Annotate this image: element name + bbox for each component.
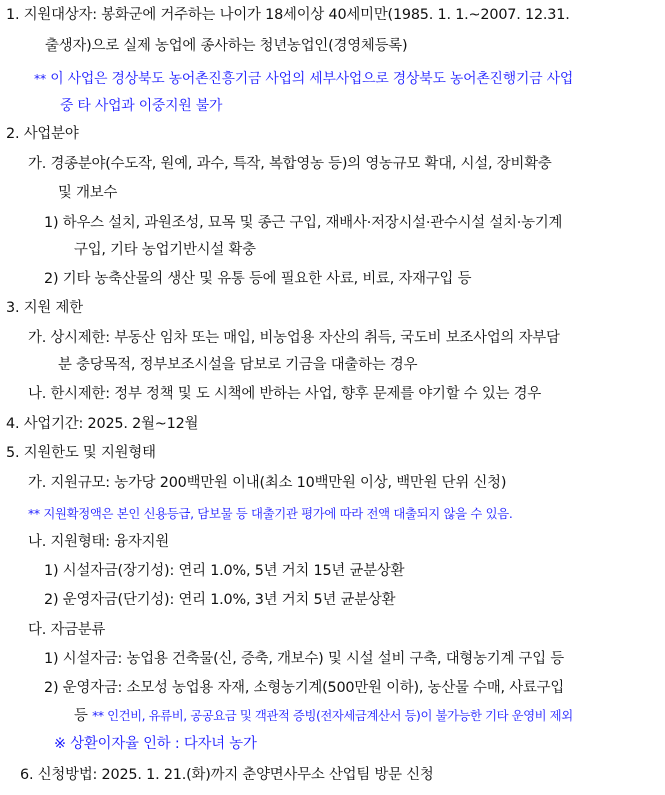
section-4-text: 사업기간: 2025. 2월~12월 (23, 416, 199, 432)
section-5-note (28, 504, 660, 524)
section-2-ga-line-2: 및 개보수 (58, 185, 118, 201)
section-5-heading (6, 443, 660, 463)
subitem-label-1: 1) (44, 651, 59, 667)
section-1-note-line-1: 이 사업은 경상북도 농어촌진흥기금 사업의 세부사업으로 경상북도 농어촌진행기금 사업 (50, 71, 574, 87)
section-5-na-subitem-1 (44, 561, 660, 581)
section-5-item-na (28, 532, 660, 552)
item-label-ga: 가. (28, 156, 47, 172)
section-2-subitem-2-line-1: 기타 농축산물의 생산 및 유통 등에 필요한 사료, 비료, 자재구입 등 (62, 271, 472, 287)
section-5-da-subitem-2-line-2-start: 등 (74, 708, 88, 724)
section-1-line-2: 출생자)으로 실제 농업에 종사하는 청년농업인(경영체등록) (45, 38, 408, 54)
section-5-da-subitem-2 (44, 678, 660, 698)
section-5-da-subitem-2-line-2 (74, 706, 660, 726)
section-5-na-subitem-2 (44, 590, 660, 610)
note-mark: ** (34, 71, 47, 86)
section-6-number: 6. (20, 767, 34, 783)
section-5-item-da (28, 620, 660, 640)
section-3-title: 지원 제한 (23, 300, 83, 316)
section-3-na-line-1: 한시제한: 정부 정책 및 도 시책에 반하는 사업, 향후 문제를 야기할 수 있는 경우 (50, 386, 542, 402)
section-5-item-ga (28, 473, 660, 493)
section-3-heading (6, 298, 660, 318)
subitem-label-2: 2) (44, 592, 59, 608)
section-4-heading (6, 414, 660, 434)
section-4-number: 4. (6, 416, 20, 432)
section-5-da-subitem-1-text: 시설자금: 농업용 건축물(신, 증축, 개보수) 및 시설 설비 구축, 대형농기계 구입 등 (62, 651, 565, 667)
section-2-subitem-1 (44, 213, 660, 233)
section-1-note-line-2: 중 타 사업과 이중지원 불가 (60, 98, 223, 114)
item-label-ga: 가. (28, 330, 47, 346)
section-2-title: 사업분야 (23, 126, 79, 142)
item-label-ga: 가. (28, 475, 47, 491)
section-5-da-subitem-1 (44, 649, 660, 669)
section-2-subitem-2 (44, 269, 660, 289)
section-5-da-subitem-2-note (92, 708, 573, 723)
note-mark: ** (28, 506, 40, 521)
section-5-ga-text: 지원규모: 농가당 200백만원 이내(최소 10백만원 이상, 백만원 단위 신청) (50, 475, 507, 491)
section-5-title: 지원한도 및 지원형태 (23, 445, 156, 461)
subitem-label-1: 1) (44, 563, 59, 579)
section-1-heading (6, 5, 660, 25)
section-2-subitem-1-line-1: 하우스 설치, 과원조성, 묘목 및 종근 구입, 재배사·저장시설·관수시설 설치·농기계 (62, 215, 563, 231)
section-2-ga-line-1: 경종분야(수도작, 원예, 과수, 특작, 복합영농 등)의 영농규모 확대, 시설, 장비확충 (50, 156, 552, 172)
subitem-label-2: 2) (44, 271, 59, 287)
section-2-number: 2. (6, 126, 20, 142)
section-5-na-text: 지원형태: 융자지원 (50, 534, 170, 550)
section-5-na-subitem-1-text: 시설자금(장기성): 연리 1.0%, 5년 거치 15년 균분상환 (62, 563, 405, 579)
item-label-da: 다. (28, 622, 47, 638)
section-2-subitem-1-line-2: 구입, 기타 농업기반시설 확충 (74, 242, 256, 258)
section-5-da-text: 자금분류 (50, 622, 106, 638)
section-3-item-na (28, 384, 660, 404)
section-3-number: 3. (6, 300, 20, 316)
section-2-heading (6, 124, 660, 144)
subitem-label-1: 1) (44, 215, 59, 231)
section-1-line-1: 지원대상자: 봉화군에 거주하는 나이가 18세이상 40세미만(1985. 1. 1.~2007. 12.31. (23, 7, 570, 23)
note-mark: ** (92, 708, 104, 723)
section-5-rate-note: ※ 상환이자율 인하 : 다자녀 농가 (54, 736, 257, 752)
section-1-note (34, 69, 660, 89)
section-6-heading (20, 765, 660, 785)
section-2-item-ga (28, 154, 660, 174)
section-5-da-subitem-2-note-text: 인건비, 유류비, 공공요금 및 객관적 증빙(전자세금계산서 등)이 불가능한 기타 운영비 제외 (107, 708, 573, 723)
section-5-note-text: 지원확정액은 본인 신용등급, 담보물 등 대출기관 평가에 따라 전액 대출되지 않을 수 있음. (43, 506, 513, 521)
item-label-na: 나. (28, 386, 47, 402)
section-3-item-ga (28, 328, 660, 348)
section-6-text: 신청방법: 2025. 1. 21.(화)까지 춘양면사무소 산업팀 방문 신청 (37, 767, 434, 783)
section-3-ga-line-2: 분 충당목적, 정부보조시설을 담보로 기금을 대출하는 경우 (58, 357, 418, 373)
section-5-da-subitem-2-line-1: 운영자금: 소모성 농업용 자재, 소형농기계(500만원 이하), 농산물 수매, 사료구입 (62, 680, 565, 696)
section-3-ga-line-1: 상시제한: 부동산 임차 또는 매입, 비농업용 자산의 취득, 국도비 보조사업의 자부담 (50, 330, 560, 346)
section-5-na-subitem-2-text: 운영자금(단기성): 연리 1.0%, 3년 거치 5년 균분상환 (62, 592, 396, 608)
item-label-na: 나. (28, 534, 47, 550)
section-1-number: 1. (6, 7, 20, 23)
section-5-number: 5. (6, 445, 20, 461)
subitem-label-2: 2) (44, 680, 59, 696)
